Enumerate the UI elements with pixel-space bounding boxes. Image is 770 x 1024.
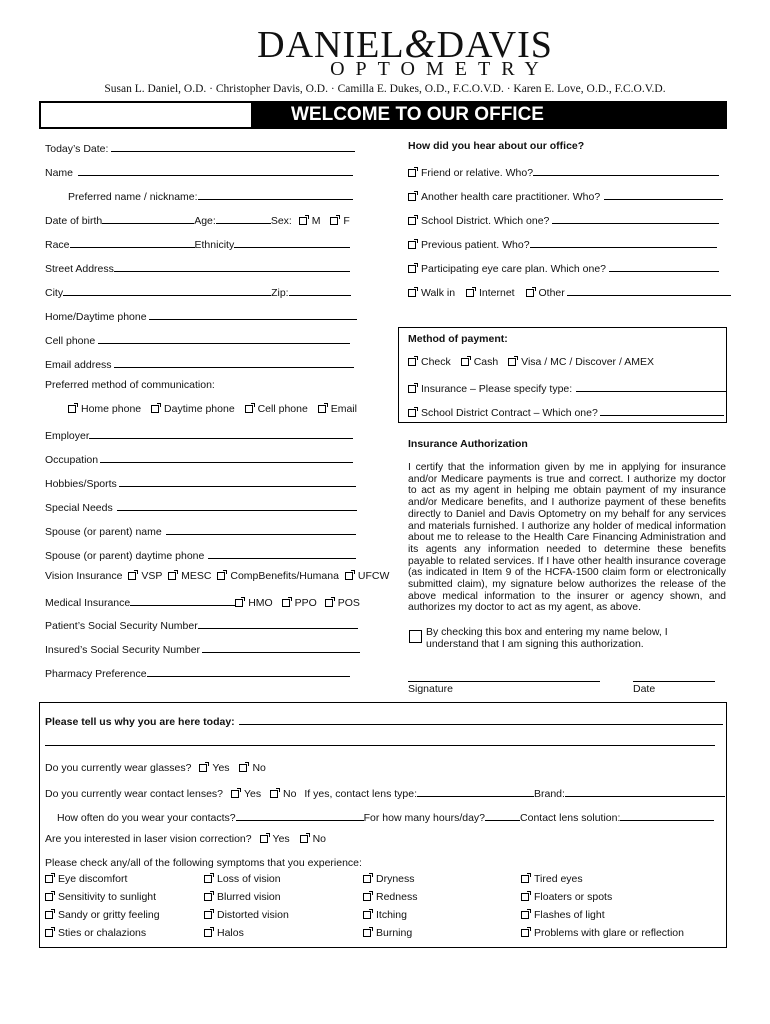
spouse-name-row: Spouse (or parent) name bbox=[45, 523, 356, 538]
symptoms-prompt: Please check any/all of the following symptoms that you experience: bbox=[45, 857, 362, 869]
school-contract-checkbox[interactable] bbox=[408, 409, 416, 417]
cards-checkbox[interactable] bbox=[508, 358, 516, 366]
vsp-checkbox[interactable] bbox=[128, 572, 136, 580]
spouse-phone-field[interactable] bbox=[208, 547, 356, 559]
street-field[interactable] bbox=[114, 260, 350, 272]
symptom-item: Flashes of light bbox=[521, 909, 605, 921]
laser-row: Are you interested in laser vision correction? Yes No bbox=[45, 833, 327, 845]
solution-field[interactable] bbox=[620, 809, 714, 821]
practitioner-checkbox[interactable] bbox=[408, 193, 416, 201]
signature-field[interactable] bbox=[408, 681, 600, 682]
contacts-no-checkbox[interactable] bbox=[270, 790, 278, 798]
todays-date-row: Today’s Date: bbox=[45, 140, 355, 155]
street-row: Street Address bbox=[45, 260, 350, 275]
laser-yes-checkbox[interactable] bbox=[260, 835, 268, 843]
employer-field[interactable] bbox=[89, 427, 353, 439]
spouse-name-field[interactable] bbox=[166, 523, 356, 535]
comm-daytime-checkbox[interactable] bbox=[151, 405, 159, 413]
hours-day-field[interactable] bbox=[485, 809, 520, 821]
heard-previous-row: Previous patient. Who? bbox=[408, 236, 717, 251]
consent-checkbox[interactable] bbox=[409, 630, 422, 643]
comm-email-checkbox[interactable] bbox=[318, 405, 326, 413]
home-phone-row: Home/Daytime phone bbox=[45, 308, 357, 323]
symptom-item: Tired eyes bbox=[521, 873, 583, 885]
symptom-checkbox[interactable] bbox=[363, 911, 371, 919]
hmo-checkbox[interactable] bbox=[235, 599, 243, 607]
other-checkbox[interactable] bbox=[526, 289, 534, 297]
symptom-item: Problems with glare or reflection bbox=[521, 927, 684, 939]
heard-walkin-row: Walk in Internet Other bbox=[408, 284, 731, 299]
comm-home-checkbox[interactable] bbox=[68, 405, 76, 413]
symptom-checkbox[interactable] bbox=[521, 911, 529, 919]
dob-field[interactable] bbox=[102, 212, 194, 224]
symptom-item: Halos bbox=[204, 927, 244, 939]
pref-comm-options: Home phone Daytime phone Cell phone Email bbox=[68, 403, 357, 415]
symptom-item: Dryness bbox=[363, 873, 415, 885]
symptom-item: Eye discomfort bbox=[45, 873, 127, 885]
date-label: Date bbox=[633, 683, 656, 695]
previous-field[interactable] bbox=[530, 236, 717, 248]
previous-checkbox[interactable] bbox=[408, 241, 416, 249]
logo-subtitle: OPTOMETRY bbox=[330, 58, 550, 80]
patient-ssn-row: Patient’s Social Security Number bbox=[45, 617, 358, 632]
lens-type-field[interactable] bbox=[417, 785, 534, 797]
city-field[interactable] bbox=[63, 284, 271, 296]
ufcw-checkbox[interactable] bbox=[345, 572, 353, 580]
symptom-checkbox[interactable] bbox=[204, 911, 212, 919]
other-field[interactable] bbox=[567, 284, 731, 296]
page-title: WELCOME TO OUR OFFICE bbox=[251, 103, 725, 127]
how-heard-title: How did you hear about our office? bbox=[408, 140, 585, 152]
race-row: Race Ethnicity bbox=[45, 236, 350, 251]
friend-checkbox[interactable] bbox=[408, 169, 416, 177]
symptom-item: Sties or chalazions bbox=[45, 927, 146, 939]
vision-insurance-row: Vision Insurance VSP MESC CompBenefits/Humana UFCW bbox=[45, 570, 390, 582]
consent-text: By checking this box and entering my name below, I understand that I am signing this authorization. bbox=[426, 626, 668, 650]
heard-eye-plan-row: Participating eye care plan. Which one? bbox=[408, 260, 719, 275]
ethnicity-field[interactable] bbox=[234, 236, 350, 248]
practitioner-field[interactable] bbox=[604, 188, 723, 200]
internet-checkbox[interactable] bbox=[466, 289, 474, 297]
insurance-type-field[interactable] bbox=[576, 380, 726, 392]
auth-title: Insurance Authorization bbox=[408, 438, 528, 450]
glasses-no-checkbox[interactable] bbox=[239, 764, 247, 772]
payment-title: Method of payment: bbox=[408, 333, 508, 345]
heard-practitioner-row: Another health care practitioner. Who? bbox=[408, 188, 723, 203]
insured-ssn-field[interactable] bbox=[202, 641, 360, 653]
hobbies-field[interactable] bbox=[119, 475, 356, 487]
cell-phone-field[interactable] bbox=[98, 332, 350, 344]
contacts-row: Do you currently wear contact lenses? Yes No If yes, contact lens type: Brand: bbox=[45, 785, 725, 800]
name-field[interactable] bbox=[78, 164, 353, 176]
school-contract-field[interactable] bbox=[600, 404, 724, 416]
symptom-checkbox[interactable] bbox=[363, 893, 371, 901]
friend-field[interactable] bbox=[533, 164, 719, 176]
why-here-field[interactable] bbox=[239, 713, 723, 725]
city-row: City Zip: bbox=[45, 284, 351, 299]
patient-ssn-field[interactable] bbox=[198, 617, 358, 629]
preferred-name-field[interactable] bbox=[198, 188, 353, 200]
walk-in-checkbox[interactable] bbox=[408, 289, 416, 297]
school-field[interactable] bbox=[552, 212, 719, 224]
check-checkbox[interactable] bbox=[408, 358, 416, 366]
todays-date-field[interactable] bbox=[111, 140, 355, 152]
cell-phone-row: Cell phone bbox=[45, 332, 350, 347]
contacts-yes-checkbox[interactable] bbox=[231, 790, 239, 798]
symptom-checkbox[interactable] bbox=[521, 875, 529, 883]
symptom-item: Blurred vision bbox=[204, 891, 281, 903]
symptom-item: Sandy or gritty feeling bbox=[45, 909, 160, 921]
signature-label: Signature bbox=[408, 683, 453, 695]
auth-text: I certify that the information given by me in applying for insurance and/or Medicare payments is true and correct. I authorize my doctor to act as my agent in helping me obtain payment of my insurance and/or Medicare benefits, and I authorize payment of these benefits directly to Daniel and Davis Optometry on my behalf for any services and materials furnished. I authorize any holder of medical information about me to release to the Health Care Financing Administration and its agents any information needed to determine these benefits payable to related services. If I have other health insurance coverage (as indicated in Item 9 of the HCFA-1500 claim form or electronically submitted claim), my signature below authorizes the release of the above medical information to the insurer or agency shown, and authorizes my doctor to act as my agent, as above. bbox=[408, 462, 726, 614]
spouse-phone-row: Spouse (or parent) daytime phone bbox=[45, 547, 356, 562]
symptom-checkbox[interactable] bbox=[363, 875, 371, 883]
symptom-item: Redness bbox=[363, 891, 417, 903]
sex-f-checkbox[interactable] bbox=[330, 217, 338, 225]
glasses-yes-checkbox[interactable] bbox=[199, 764, 207, 772]
symptom-item: Itching bbox=[363, 909, 407, 921]
insured-ssn-row: Insured’s Social Security Number bbox=[45, 641, 360, 656]
payment-insurance-row: Insurance – Please specify type: bbox=[408, 380, 726, 395]
symptom-checkbox[interactable] bbox=[204, 929, 212, 937]
date-field[interactable] bbox=[633, 681, 715, 682]
symptom-item: Loss of vision bbox=[204, 873, 281, 885]
doctors-list: Susan L. Daniel, O.D. · Christopher Davis, O.D. · Camilla E. Dukes, O.D., F.C.O.V.D. · Karen E. Love, O.D., F.C.O.V.D. bbox=[104, 83, 666, 95]
symptom-checkbox[interactable] bbox=[45, 929, 53, 937]
ppo-checkbox[interactable] bbox=[282, 599, 290, 607]
medical-insurance-field[interactable] bbox=[130, 594, 235, 606]
race-field[interactable] bbox=[70, 236, 195, 248]
heard-school-row: School District. Which one? bbox=[408, 212, 719, 227]
symptom-checkbox[interactable] bbox=[45, 893, 53, 901]
occupation-field[interactable] bbox=[100, 451, 353, 463]
eye-plan-field[interactable] bbox=[609, 260, 719, 272]
symptom-item: Burning bbox=[363, 927, 412, 939]
symptom-checkbox[interactable] bbox=[521, 929, 529, 937]
heard-friend-row: Friend or relative. Who? bbox=[408, 164, 719, 179]
pos-checkbox[interactable] bbox=[325, 599, 333, 607]
name-row: Name bbox=[45, 164, 353, 179]
symptom-checkbox[interactable] bbox=[204, 875, 212, 883]
comm-cell-checkbox[interactable] bbox=[245, 405, 253, 413]
why-here-field-2[interactable] bbox=[45, 734, 715, 746]
glasses-row: Do you currently wear glasses? Yes No bbox=[45, 762, 266, 774]
pharmacy-field[interactable] bbox=[147, 665, 350, 677]
symptom-checkbox[interactable] bbox=[45, 911, 53, 919]
symptom-item: Sensitivity to sunlight bbox=[45, 891, 156, 903]
pharmacy-row: Pharmacy Preference bbox=[45, 665, 350, 680]
payment-options-row: Check Cash Visa / MC / Discover / AMEX bbox=[408, 356, 654, 368]
home-phone-field[interactable] bbox=[149, 308, 357, 320]
eye-plan-checkbox[interactable] bbox=[408, 265, 416, 273]
symptom-checkbox[interactable] bbox=[204, 893, 212, 901]
special-needs-row: Special Needs bbox=[45, 499, 357, 514]
age-field[interactable] bbox=[216, 212, 271, 224]
payment-school-row: School District Contract – Which one? bbox=[408, 404, 724, 419]
how-often-field[interactable] bbox=[236, 809, 364, 821]
medical-insurance-row: Medical Insurance HMO PPO POS bbox=[45, 594, 360, 609]
school-checkbox[interactable] bbox=[408, 217, 416, 225]
title-banner bbox=[39, 101, 727, 129]
mesc-checkbox[interactable] bbox=[168, 572, 176, 580]
logo: DANIEL&DAVIS bbox=[257, 21, 553, 66]
compbenefits-checkbox[interactable] bbox=[217, 572, 225, 580]
symptom-item: Distorted vision bbox=[204, 909, 289, 921]
dob-row: Date of birth Age: Sex: M F bbox=[45, 212, 350, 227]
preferred-name-row: Preferred name / nickname: bbox=[68, 188, 353, 203]
pref-comm-label: Preferred method of communication: bbox=[45, 379, 215, 391]
symptom-checkbox[interactable] bbox=[45, 875, 53, 883]
special-needs-field[interactable] bbox=[117, 499, 357, 511]
email-row: Email address bbox=[45, 356, 354, 371]
why-here-row: Please tell us why you are here today: bbox=[45, 713, 723, 728]
employer-row: Employer bbox=[45, 427, 353, 442]
insurance-checkbox[interactable] bbox=[408, 385, 416, 393]
email-field[interactable] bbox=[114, 356, 354, 368]
occupation-row: Occupation bbox=[45, 451, 353, 466]
cash-checkbox[interactable] bbox=[461, 358, 469, 366]
laser-no-checkbox[interactable] bbox=[300, 835, 308, 843]
zip-field[interactable] bbox=[289, 284, 351, 296]
hobbies-row: Hobbies/Sports bbox=[45, 475, 356, 490]
brand-field[interactable] bbox=[565, 785, 725, 797]
sex-m-checkbox[interactable] bbox=[299, 217, 307, 225]
symptom-checkbox[interactable] bbox=[363, 929, 371, 937]
symptom-checkbox[interactable] bbox=[521, 893, 529, 901]
symptom-item: Floaters or spots bbox=[521, 891, 612, 903]
how-often-row: How often do you wear your contacts? For how many hours/day? Contact lens solution: bbox=[57, 809, 714, 824]
